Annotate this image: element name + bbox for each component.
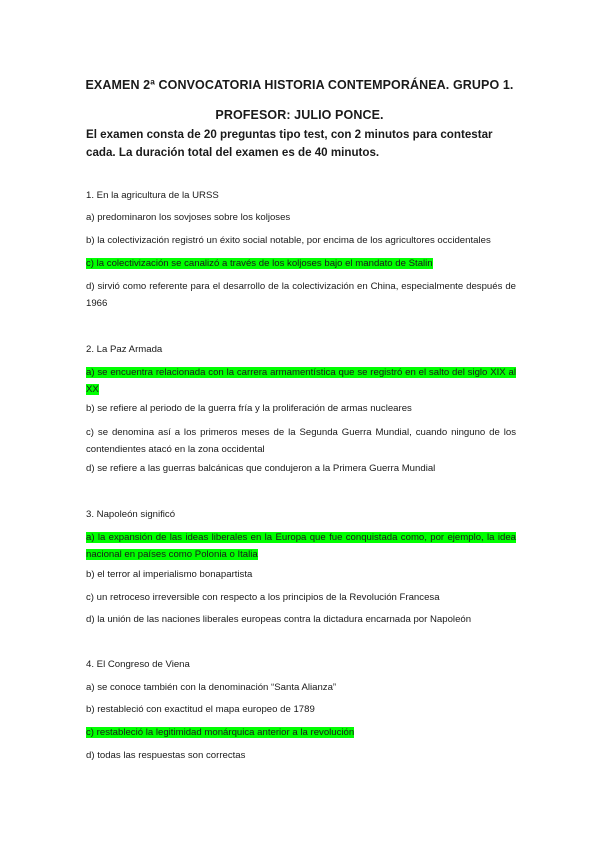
question-2-option-d: d) se refiere a las guerras balcánicas que condujeron a la Primera Guerra Mundial [86,463,436,474]
answer-highlight: a) se encuentra relacionada con la carrera armamentística que se registró en el salto del siglo XIX al XX [86,367,516,395]
question-4-option-d: d) todas las respuestas son correctas [86,750,246,761]
question-4-option-c [86,725,354,741]
question-3-option-a [86,529,516,563]
question-3-option-d: d) la unión de las naciones liberales europeas contra la dictadura encarnada por Napoleón [86,614,472,625]
answer-highlight: a) la expansión de las ideas liberales en la Europa que fue conquistada como, por ejemplo, la idea nacional en países como Polonia o Italia [86,532,516,560]
question-2-option-b: b) se refiere al periodo de la guerra fría y la proliferación de armas nucleares [86,403,412,414]
answer-highlight: c) la colectivización se canalizó a través de los koljoses bajo el mandato de Stalin [86,258,433,269]
question-2-option-a [86,364,516,398]
question-3: 3. Napoleón significó [86,509,176,520]
question-4-option-a: a) se conoce también con la denominación “Santa Alianza” [86,682,337,693]
question-1: 1. En la agricultura de la URSS [86,190,219,201]
question-3-option-b: b) el terror al imperialismo bonapartista [86,569,253,580]
question-4: 4. El Congreso de Viena [86,659,190,670]
exam-title: EXAMEN 2ª CONVOCATORIA HISTORIA CONTEMPORÁNEA. GRUPO 1. [85,78,514,92]
question-1-option-a: a) predominaron los sovjoses sobre los koljoses [86,212,291,223]
exam-intro: El examen consta de 20 preguntas tipo test, con 2 minutos para contestar cada. La duración total del examen es de 40 minutos. [86,128,493,159]
exam-professor: PROFESOR: JULIO PONCE. [215,108,384,122]
question-2-option-c: c) se denomina así a los primeros meses de la Segunda Guerra Mundial, cuando ninguno de los contendientes atacó en la zona occidental [86,427,516,455]
question-2: 2. La Paz Armada [86,344,163,355]
question-1-option-b: b) la colectivización registró un éxito social notable, por encima de los agricultores occidentales [86,235,491,246]
question-4-option-b: b) restableció con exactitud el mapa europeo de 1789 [86,704,315,715]
question-3-option-c: c) un retroceso irreversible con respecto a los principios de la Revolución Francesa [86,592,440,603]
question-1-option-c [86,256,433,272]
answer-highlight: c) restableció la legitimidad monárquica anterior a la revolución [86,727,355,738]
question-1-option-d: d) sirvió como referente para el desarrollo de la colectivización en China, especialmente después de 1966 [86,281,516,309]
